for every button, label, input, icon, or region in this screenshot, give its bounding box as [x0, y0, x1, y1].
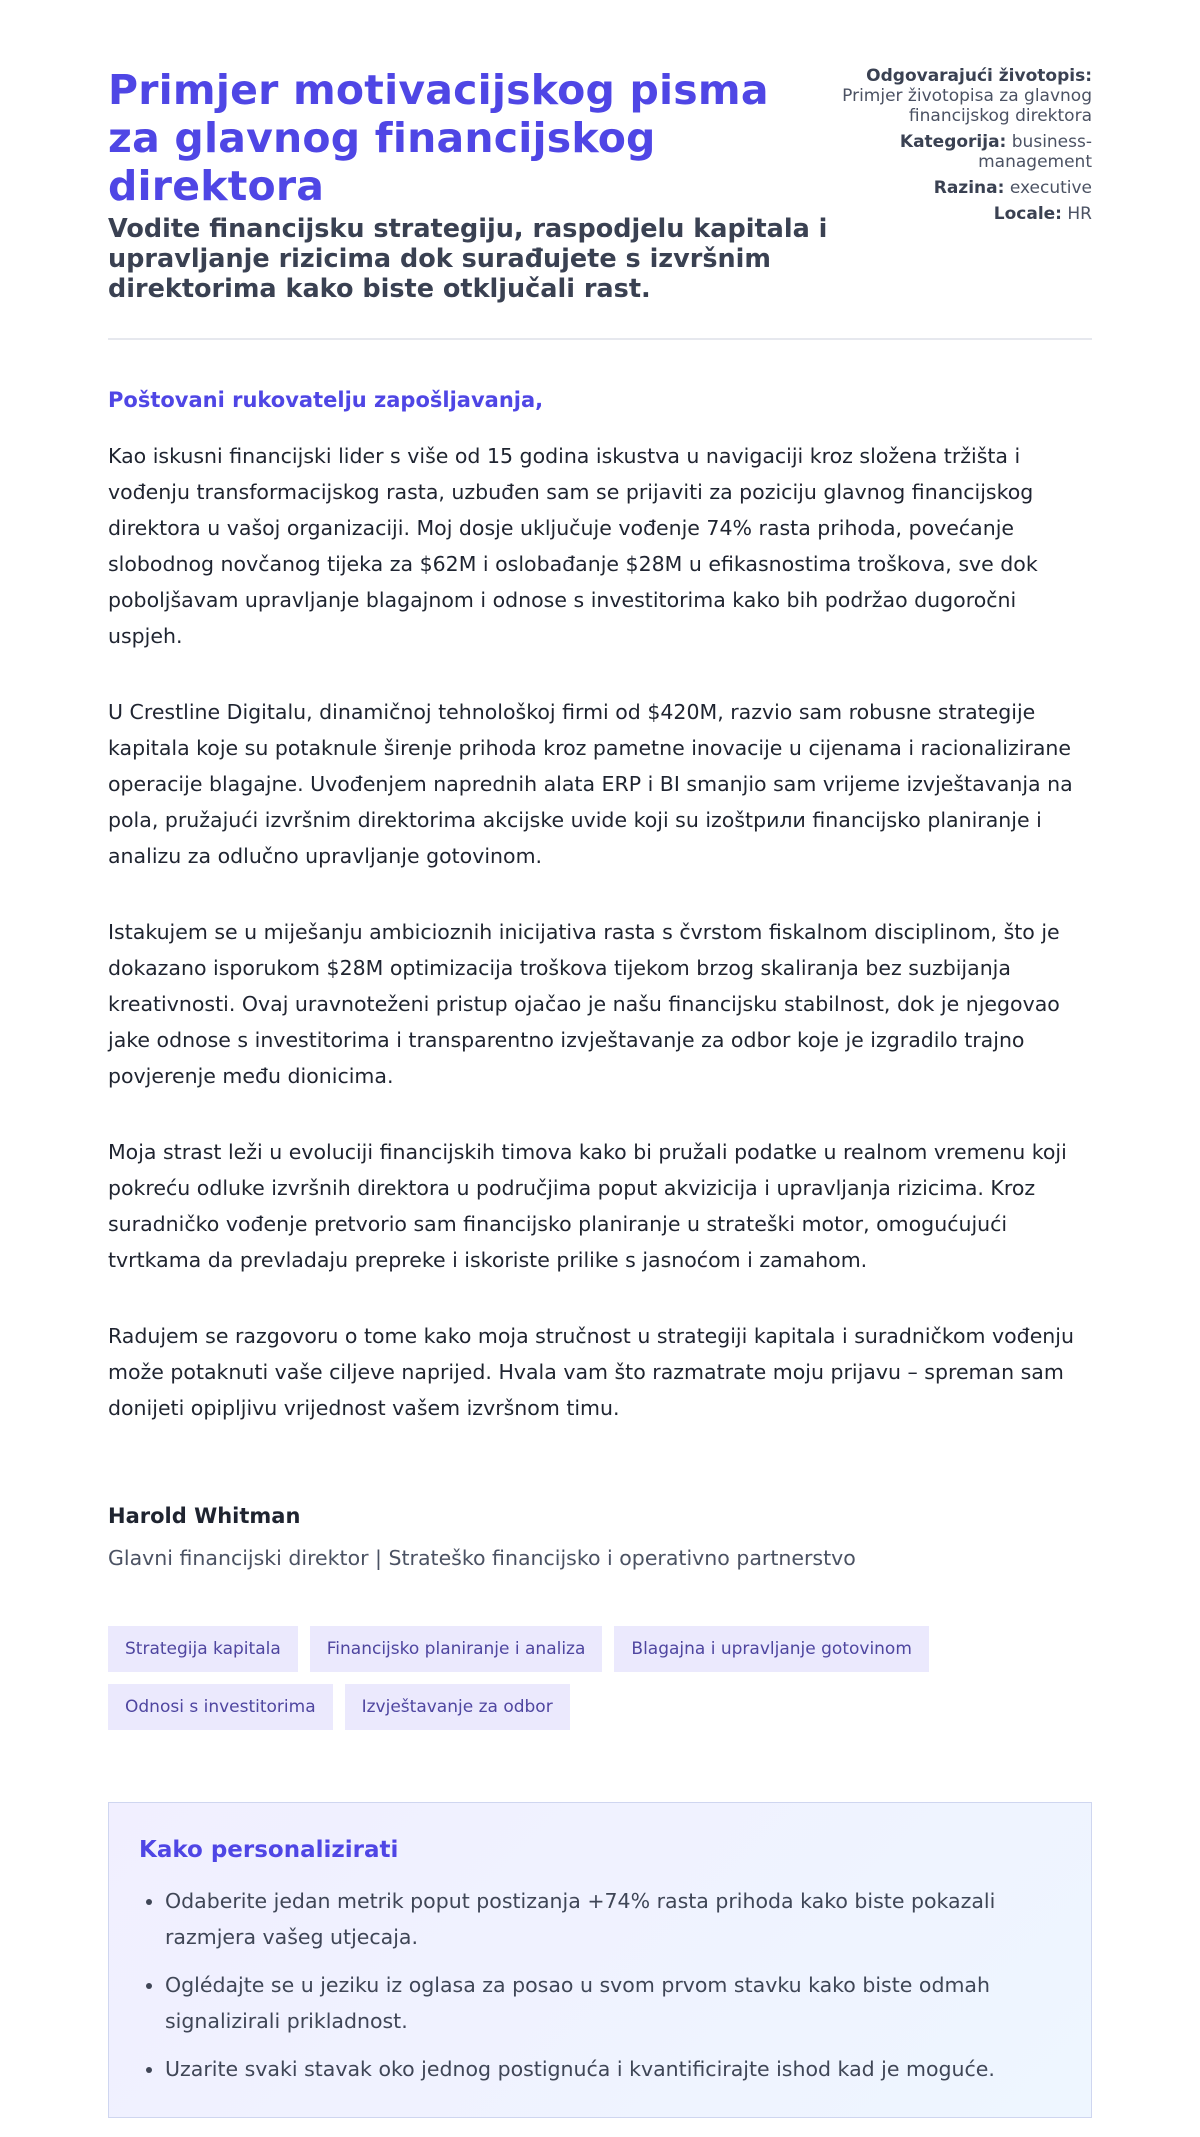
header-titles [108, 66, 828, 304]
meta-locale-value: HR [1067, 204, 1092, 224]
meta-resume-value: Primjer životopisa za glavnog financijskog direktora [842, 86, 1092, 126]
page-title: Primjer motivacijskog pisma za glavnog financijskog direktora [108, 66, 769, 210]
meta-level-label: Razina: [933, 178, 1005, 198]
tips-title: Kako personalizirati [139, 1837, 399, 1863]
page-header [108, 66, 1092, 304]
header-divider [108, 338, 1092, 340]
skill-tag: Izvještavanje za odbor [345, 1684, 570, 1730]
meta-resume [842, 66, 1092, 126]
meta-locale-label: Locale: [993, 204, 1062, 224]
tip-item: • Oglédajte se u jeziku iz oglasa za posao u svom prvom stavku kako biste odmah signalizirali prikladnost. [165, 1967, 1061, 2039]
meta-category-value: business-management [978, 132, 1092, 172]
meta-level [842, 178, 1092, 198]
skill-tags [108, 1626, 1008, 1730]
meta-level-value: executive [1009, 178, 1092, 198]
skill-tag: Financijsko planiranje i analiza [310, 1626, 603, 1672]
meta-locale [842, 204, 1092, 224]
meta-category-label: Kategorija: [899, 132, 1007, 152]
signature-role: Glavni financijski direktor | Strateško financijsko i operativno partnerstvo [108, 1546, 856, 1570]
signature-name: Harold Whitman [108, 1504, 301, 1528]
letter-paragraph-1: Kao iskusni financijski lider s više od 15 godina iskustva u navigaciji kroz složena tržišta i vođenju transformacijskog rasta, uzbuđen sam se prijaviti za poziciju glavnog financijskog direktora u vašoj organizaciji. Moj dosje uključuje vođenje 74% rasta prihoda, povećanje slobodnog novčanog tijeka za $62M i oslobađanje $28M u efikasnostima troškova, sve dok poboljšavam upravljanje blagajnom i odnose s investitorima kako bih podržao dugoročni uspjeh. [108, 444, 1038, 648]
meta-resume-label: Odgovarajući životopis: [866, 66, 1092, 86]
letter-paragraph-5: Radujem se razgovoru o tome kako moja stručnost u strategiji kapitala i suradničkom vođenju može potaknuti vaše ciljeve naprijed. Hvala vam što razmatrate moju prijavu – spreman sam donijeti opipljivu vrijednost vašem izvršnom timu. [108, 1324, 1074, 1420]
meta-panel [842, 66, 1092, 230]
skill-tag: Blagajna i upravljanje gotovinom [614, 1626, 929, 1672]
skill-tag: Strategija kapitala [108, 1626, 298, 1672]
tips-list [139, 1883, 1061, 2087]
tip-item: • Odaberite jedan metrik poput postizanja +74% rasta prihoda kako biste pokazali razmjera vašeg utjecaja. [165, 1883, 1061, 1955]
letter-paragraph-4: Moja strast leži u evoluciji financijskih timova kako bi pružali podatke u realnom vremenu koji pokreću odluke izvršnih direktora u područjima poput akvizicija i upravljanja rizicima. Kroz suradničko vođenje pretvorio sam financijsko planiranje u strateški motor, omogućujući tvrtkama da prevladaju prepreke i iskoriste prilike s jasnoćom i zamahom. [108, 1140, 1067, 1272]
letter-salutation: Poštovani rukovatelju zapošljavanja, [108, 388, 544, 412]
tip-item: • Uzarite svaki stavak oko jednog postignuća i kvantificirajte ishod kad je moguće. [165, 2051, 1061, 2087]
skill-tag: Odnosi s investitorima [108, 1684, 333, 1730]
letter-paragraph-2: U Crestline Digitalu, dinamičnoj tehnološkoj firmi od $420M, razvio sam robusne strategije kapitala koje su potaknule širenje prihoda kroz pametne inovacije u cijenama i racionalizirane operacije blagajne. Uvođenjem naprednih alata ERP i BI smanjio sam vrijeme izvještavanja na pola, pružajući izvršnim direktorima akcijske uvide koji su izoštрили financijsko planiranje i analizu za odlučno upravljanje gotovinom. [108, 700, 1073, 868]
page-subtitle: Vodite financijsku strategiju, raspodjelu kapitala i upravljanje rizicima dok surađujete s izvršnim direktorima kako biste otključali rast. [108, 214, 828, 304]
letter-paragraph-3: Istakujem se u miješanju ambicioznih inicijativa rasta s čvrstom fiskalnom disciplinom, što je dokazano isporukom $28M optimizacija troškova tijekom brzog skaliranja bez suzbijanja kreativnosti. Ovaj uravnoteženi pristup ojačao je našu financijsku stabilnost, dok je njegovao jake odnose s investitorima i transparentno izvještavanje za odbor koje je izgradilo trajno povjerenje među dionicima. [108, 920, 1060, 1088]
personalize-tips-box [108, 1802, 1092, 2118]
meta-category [842, 132, 1092, 172]
